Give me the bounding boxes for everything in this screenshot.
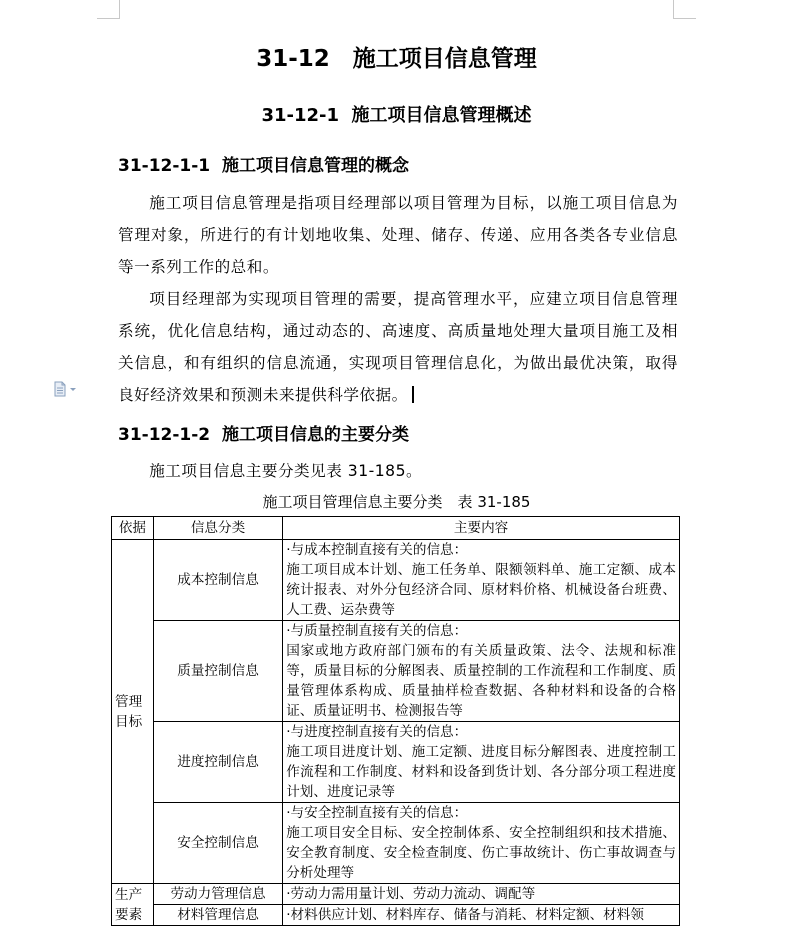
content-cell <box>283 803 680 884</box>
page-corner-mark-right <box>673 0 696 19</box>
table-row <box>112 621 680 722</box>
header-category: 信息分类 <box>153 517 282 540</box>
content-heading: ·与成本控制直接有关的信息： <box>286 542 468 558</box>
table-caption: 施工项目管理信息主要分类 表 31-185 <box>262 493 531 511</box>
category-cell: 成本控制信息 <box>153 540 282 621</box>
category-cell: 材料管理信息 <box>153 905 282 926</box>
table-row <box>112 803 680 884</box>
content-cell <box>283 621 680 722</box>
page-corner-mark-left <box>97 0 120 19</box>
header-basis: 依据 <box>112 517 154 540</box>
content-text: 施工项目成本计划、施工任务单、限额领料单、施工定额、成本统计报表、对外分包经济合同、原材料价格、机械设备台班费、人工费、运杂费等 <box>286 562 676 618</box>
table-row <box>112 722 680 803</box>
basis-cell-production: 生产要素 <box>112 884 154 926</box>
text-cursor <box>412 386 414 403</box>
subsection-title-classification: 31-12-1-2 施工项目信息的主要分类 <box>118 425 409 445</box>
category-cell: 质量控制信息 <box>153 621 282 722</box>
document-icon[interactable] <box>53 381 79 397</box>
category-cell: 安全控制信息 <box>153 803 282 884</box>
content-cell <box>283 722 680 803</box>
subsection-title-concept: 31-12-1-1 施工项目信息管理的概念 <box>118 156 409 176</box>
category-cell: 劳动力管理信息 <box>153 884 282 905</box>
table-header-row <box>112 517 680 540</box>
content-cell <box>283 884 680 905</box>
category-cell: 进度控制信息 <box>153 722 282 803</box>
content-heading: ·与进度控制直接有关的信息： <box>286 724 468 740</box>
concept-paragraph-2: 项目经理部为实现项目管理的需要，提高管理水平，应建立项目信息管理系统，优化信息结构，通过动态的、高速度、高质量地处理大量项目施工及相关信息，和有组织的信息流通，实现项目管理信息化，为做出最优决策，取得良好经济效果和预测未来提供科学依据。 <box>118 290 678 404</box>
content-heading: ·与质量控制直接有关的信息： <box>286 623 468 639</box>
page-title: 31-12 施工项目信息管理 <box>256 46 537 72</box>
content-text: 国家或地方政府部门颁布的有关质量政策、法令、法规和标准等，质量目标的分解图表、质量控制的工作流程和工作制度、质量管理体系构成、质量抽样检查数据、各种材料和设备的合格证、质量证明书、检测报告等 <box>286 643 676 719</box>
content-text: 施工项目安全目标、安全控制体系、安全控制组织和技术措施、安全教育制度、安全检查制度、伤亡事故统计、伤亡事故调查与分析处理等 <box>286 825 676 881</box>
concept-paragraph-1: 施工项目信息管理是指项目经理部以项目管理为目标，以施工项目信息为管理对象，所进行的有计划地收集、处理、储存、传递、应用各类各专业信息等一系列工作的总和。 <box>118 194 678 276</box>
content-cell <box>283 905 680 926</box>
classification-paragraph: 施工项目信息主要分类见表 31-185。 <box>149 462 423 480</box>
basis-cell-management: 管理目标 <box>112 540 154 884</box>
table-row <box>112 905 680 926</box>
content-text: ·劳动力需用量计划、劳动力流动、调配等 <box>286 886 536 902</box>
table-row <box>112 540 680 621</box>
section-title: 31-12-1 施工项目信息管理概述 <box>261 105 532 126</box>
content-text: 施工项目进度计划、施工定额、进度目标分解图表、进度控制工作流程和工作制度、材料和设备到货计划、各分部分项工程进度计划、进度记录等 <box>286 744 676 800</box>
content-text: ·材料供应计划、材料库存、储备与消耗、材料定额、材料领 <box>286 907 644 923</box>
info-classification-table <box>111 516 680 926</box>
table-row <box>112 884 680 905</box>
header-content: 主要内容 <box>283 517 680 540</box>
content-cell <box>283 540 680 621</box>
content-heading: ·与安全控制直接有关的信息： <box>286 805 468 821</box>
